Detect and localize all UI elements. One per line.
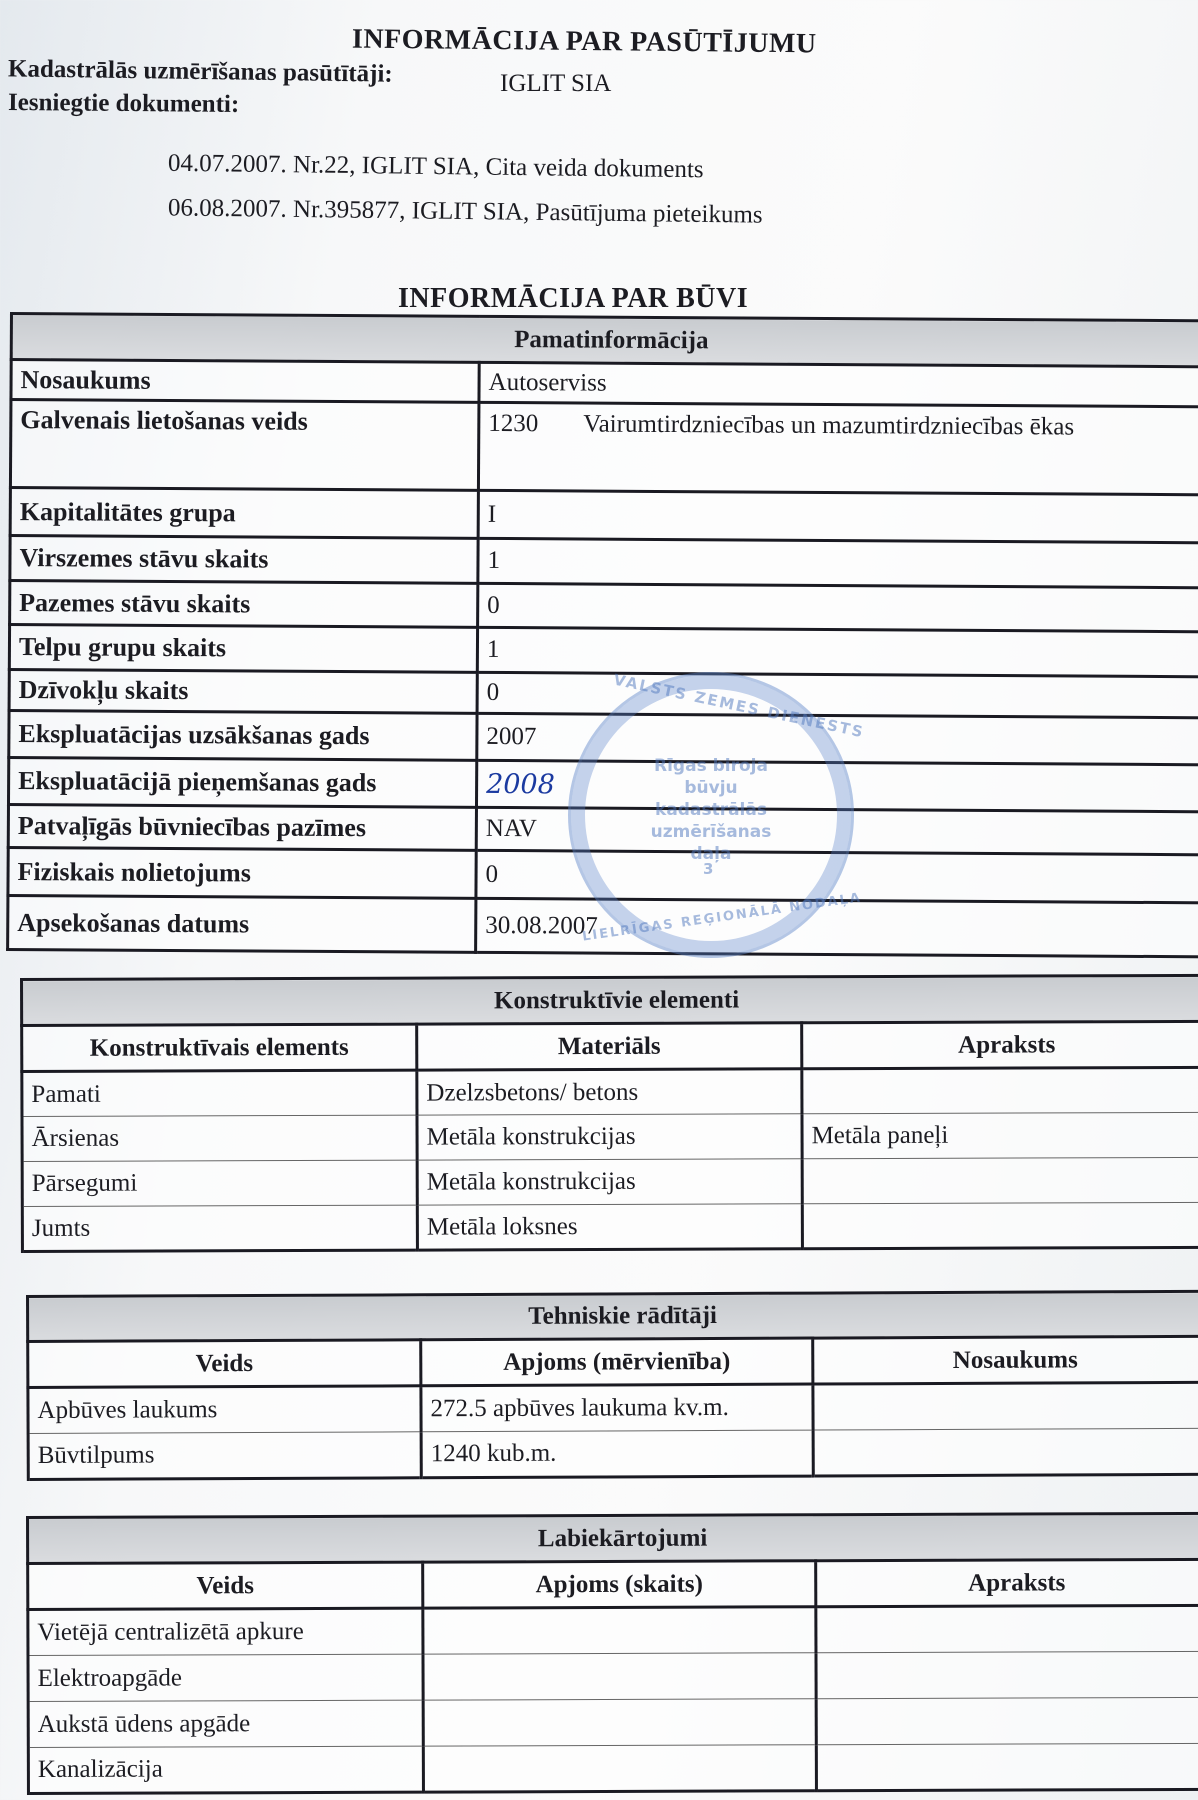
- row-label: Fiziskais nolietojums: [8, 847, 476, 898]
- cell-type: Elektroapgāde: [28, 1654, 423, 1701]
- cell-element: Ārsienas: [22, 1115, 417, 1161]
- basic-info-heading: Pamatinformācija: [11, 314, 1198, 367]
- cell-description: Metāla paneļi: [802, 1112, 1198, 1158]
- basic-row: [9, 625, 1198, 677]
- row-label: Pazemes stāvu skaits: [10, 581, 478, 628]
- cell-amount: 272.5 apbūves laukuma kv.m.: [421, 1384, 813, 1432]
- row-value: 0: [477, 672, 1198, 717]
- cell-name: [813, 1428, 1198, 1476]
- basic-row: [9, 670, 1198, 718]
- row-value: NAV: [476, 807, 1198, 854]
- stamp-ring-top: VALSTS ZEMES DIENESTS: [611, 670, 867, 742]
- row-value: 1: [478, 538, 1198, 587]
- building-title: INFORMĀCIJA PAR BŪVI: [398, 283, 749, 314]
- row-label: Apsekošanas datums: [8, 895, 476, 952]
- row-label: Ekspluatācijas uzsākšanas gads: [9, 711, 477, 761]
- technical-table: [26, 1290, 1198, 1481]
- column-header: Apraksts: [802, 1021, 1198, 1068]
- cell-element: Pārsegumi: [22, 1160, 417, 1206]
- stamp-center-text: Rīgas biroja būvju kadastrālās uzmērīšanas daļa: [650, 756, 772, 864]
- technical-heading: Tehniskie rādītāji: [28, 1291, 1198, 1341]
- cell-type: Aukstā ūdens apgāde: [28, 1700, 423, 1747]
- handwritten-year: 2008: [486, 768, 555, 800]
- cell-element: Jumts: [22, 1205, 417, 1251]
- table-row: [28, 1605, 1198, 1655]
- cell-type: Apbūves laukums: [28, 1386, 421, 1434]
- row-value: 2007: [477, 713, 1198, 764]
- column-header: Veids: [28, 1340, 421, 1388]
- table-row: [22, 1112, 1198, 1161]
- row-label: Kapitalitātes grupa: [10, 488, 478, 539]
- row-label: Nosaukums: [11, 360, 479, 403]
- client-value: IGLIT SIA: [500, 70, 612, 97]
- cell-description: [802, 1202, 1198, 1248]
- cell-description: [816, 1697, 1198, 1744]
- row-label: Virszemes stāvu skaits: [10, 536, 478, 584]
- row-label: Dzīvokļu skaits: [9, 670, 477, 714]
- column-header: Veids: [28, 1562, 423, 1609]
- column-header: Apjoms (mērvienība): [421, 1338, 813, 1386]
- column-header: Apjoms (skaits): [423, 1561, 816, 1608]
- use-type-code: 1230: [488, 409, 539, 438]
- column-header: Apraksts: [816, 1559, 1198, 1606]
- cell-material: Metāla loksnes: [417, 1204, 802, 1250]
- table-row: [28, 1697, 1198, 1747]
- stamp-ring-bottom: LIELRĪGAS REĢIONĀLĀ NODAĻA: [581, 890, 863, 945]
- basic-row: [10, 488, 1198, 543]
- cell-description: [816, 1605, 1198, 1652]
- row-value: Autoserviss: [479, 362, 1198, 406]
- row-value: 30.08.2007: [476, 898, 1198, 956]
- construction-table: [20, 974, 1198, 1253]
- cell-amount: 1240 kub.m.: [421, 1430, 813, 1478]
- cell-element: Pamati: [22, 1070, 417, 1116]
- client-label: Kadastrālās uzmērīšanas pasūtītāji:: [7, 55, 393, 88]
- row-value: I: [478, 490, 1198, 542]
- documents-label: Iesniegtie dokumenti:: [7, 88, 240, 119]
- basic-row: [8, 805, 1198, 855]
- cell-amount: [423, 1653, 816, 1700]
- row-label: Patvaļīgās būvniecības pazīmes: [8, 805, 476, 851]
- column-header: Materiāls: [417, 1023, 802, 1070]
- table-row: [22, 1067, 1198, 1116]
- basic-row: [10, 536, 1198, 588]
- column-header: Konstruktīvais elements: [22, 1024, 417, 1071]
- cell-amount: [423, 1699, 816, 1746]
- document-item: 06.08.2007. Nr.395877, IGLIT SIA, Pasūtījuma pieteikums: [167, 194, 763, 229]
- basic-row-use-type: [10, 400, 1198, 495]
- cell-description: [816, 1743, 1198, 1790]
- column-header: Nosaukums: [813, 1336, 1198, 1384]
- table-row: [28, 1651, 1198, 1701]
- construction-heading: Konstruktīvie elementi: [22, 975, 1198, 1025]
- row-label: Ekspluatācijā pieņemšanas gads: [8, 758, 476, 808]
- basic-row: [9, 711, 1198, 765]
- row-label: Telpu grupu skaits: [9, 625, 477, 673]
- basic-row: [10, 581, 1198, 632]
- table-row: [28, 1382, 1198, 1433]
- cell-name: [813, 1382, 1198, 1430]
- row-value: 0: [476, 850, 1198, 902]
- order-title: INFORMĀCIJA PAR PASŪTĪJUMU: [351, 23, 817, 60]
- table-row: [22, 1157, 1198, 1206]
- row-label: Galvenais lietošanas veids: [10, 400, 479, 491]
- cell-description: [802, 1157, 1198, 1203]
- basic-row: [8, 847, 1198, 902]
- use-type-value: Vairumtirdzniecības un mazumtirdzniecības ēkas: [583, 410, 1075, 441]
- cell-amount: [423, 1745, 816, 1792]
- cell-material: Dzelzsbetons/ betons: [417, 1069, 802, 1115]
- basic-info-table: [6, 312, 1198, 958]
- amenities-table: [26, 1512, 1198, 1795]
- cell-type: Kanalizācija: [28, 1746, 423, 1793]
- cell-description: [802, 1067, 1198, 1113]
- table-row: [28, 1743, 1198, 1793]
- cell-type: Būvtilpums: [28, 1432, 421, 1480]
- row-value: 1: [477, 627, 1198, 676]
- basic-row: [8, 895, 1198, 956]
- cell-type: Vietējā centralizētā apkure: [28, 1608, 423, 1655]
- cell-amount: [423, 1607, 816, 1654]
- basic-row: [8, 758, 1198, 812]
- document-item: 04.07.2007. Nr.22, IGLIT SIA, Cita veida dokuments: [167, 149, 704, 184]
- table-row: [28, 1428, 1198, 1479]
- table-row: [22, 1202, 1198, 1251]
- cell-material: Metāla konstrukcijas: [417, 1159, 802, 1205]
- row-value: 0: [478, 583, 1198, 631]
- stamp-number: 3: [703, 860, 716, 878]
- cell-material: Metāla konstrukcijas: [417, 1114, 802, 1160]
- amenities-heading: Labiekārtojumi: [28, 1513, 1198, 1563]
- cell-description: [816, 1651, 1198, 1698]
